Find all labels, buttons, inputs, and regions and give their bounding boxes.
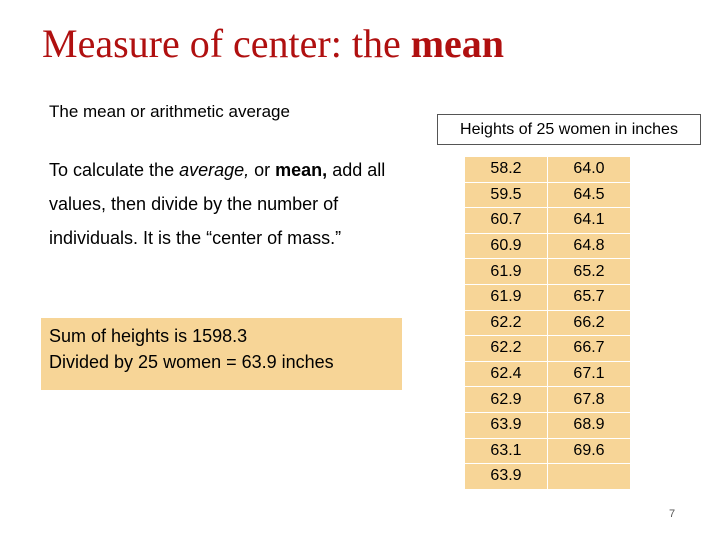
height-cell xyxy=(548,464,631,490)
sum-box xyxy=(41,318,402,390)
table-row xyxy=(465,412,631,438)
height-cell: 68.9 xyxy=(548,412,631,438)
height-cell: 69.6 xyxy=(548,438,631,464)
body-part-2: or xyxy=(249,160,276,180)
table-row xyxy=(465,387,631,413)
table-row xyxy=(465,233,631,259)
body-part-3: add all values, then divide by the number of individuals. It is the “center of mass.” xyxy=(49,160,386,248)
sum-line-2: Divided by 25 women = 63.9 inches xyxy=(49,352,334,372)
height-cell: 58.2 xyxy=(465,157,548,183)
height-cell: 67.8 xyxy=(548,387,631,413)
height-cell: 64.0 xyxy=(548,157,631,183)
height-cell: 60.7 xyxy=(465,208,548,234)
height-cell: 62.4 xyxy=(465,361,548,387)
body-italic-average: average, xyxy=(179,160,250,180)
slide-title-bold: mean xyxy=(410,21,505,66)
table-row xyxy=(465,259,631,285)
height-cell: 61.9 xyxy=(465,259,548,285)
height-cell: 60.9 xyxy=(465,233,548,259)
table-row xyxy=(465,438,631,464)
table-row xyxy=(465,336,631,362)
heights-table xyxy=(464,156,631,490)
height-cell: 67.1 xyxy=(548,361,631,387)
height-cell: 64.8 xyxy=(548,233,631,259)
table-row xyxy=(465,361,631,387)
height-cell: 66.7 xyxy=(548,336,631,362)
height-cell: 65.7 xyxy=(548,284,631,310)
height-cell: 62.2 xyxy=(465,336,548,362)
page-number: 7 xyxy=(669,508,676,520)
body-paragraph xyxy=(49,153,424,255)
table-row xyxy=(465,208,631,234)
sum-line-1: Sum of heights is 1598.3 xyxy=(49,326,248,346)
body-bold-mean: mean, xyxy=(275,160,328,180)
table-row xyxy=(465,157,631,183)
height-cell: 61.9 xyxy=(465,284,548,310)
height-cell: 59.5 xyxy=(465,182,548,208)
height-cell: 64.1 xyxy=(548,208,631,234)
table-caption: Heights of 25 women in inches xyxy=(437,114,701,145)
height-cell: 62.9 xyxy=(465,387,548,413)
body-part-1: To calculate the xyxy=(49,160,180,180)
table-row xyxy=(465,284,631,310)
table-row xyxy=(465,464,631,490)
height-cell: 66.2 xyxy=(548,310,631,336)
height-cell: 63.9 xyxy=(465,464,548,490)
slide-title xyxy=(42,21,505,66)
height-cell: 63.9 xyxy=(465,412,548,438)
height-cell: 65.2 xyxy=(548,259,631,285)
height-cell: 62.2 xyxy=(465,310,548,336)
slide-subtitle: The mean or arithmetic average xyxy=(49,102,290,121)
height-cell: 64.5 xyxy=(548,182,631,208)
table-row xyxy=(465,310,631,336)
height-cell: 63.1 xyxy=(465,438,548,464)
table-row xyxy=(465,182,631,208)
slide-title-prefix: Measure of center: the xyxy=(42,21,411,66)
